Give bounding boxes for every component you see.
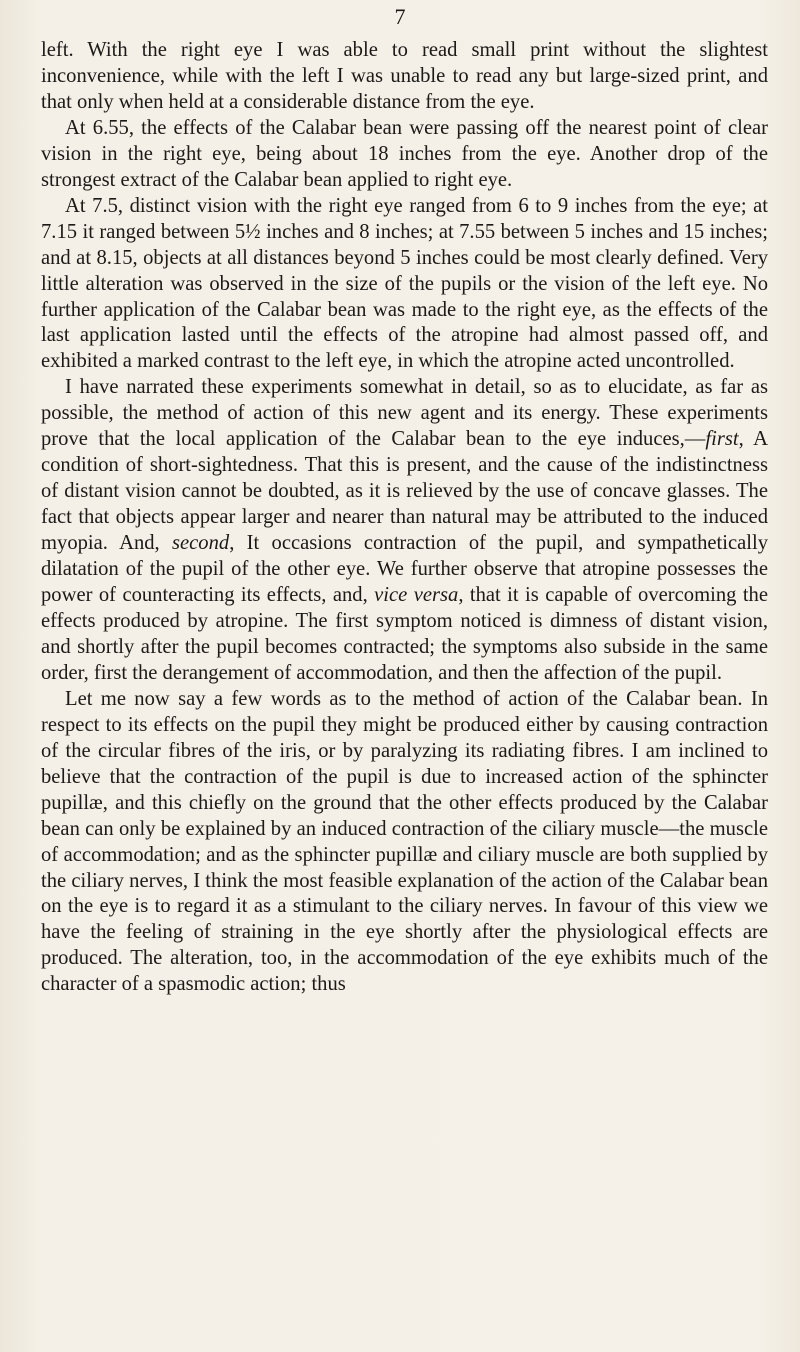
paragraph-experiments-summary: I have narrated these experiments somewhat in detail, so as to elucidate, as far as possible, the method of action of this new agent and its energy. These experiments prove that the local application of the Calabar bean to the eye induces,—first, A condition of short-sightedness. That this is present, and the cause of the indistinctness of distant vision cannot be doubted, as it is relieved by the use of concave glasses. The fact that objects appear larger and nearer than natural may be attributed to the induced myopia. And, second, It occasions contraction of the pupil, and sympathetically dilatation of the pupil of the other eye. We further observe that atropine possesses the power of counteracting its effects, and, vice versa, that it is capable of overcoming the effects produced by atropine. The first symptom noticed is dimness of distant vision, and shortly after the pupil becomes contracted; the symptoms also subside in the same order, first the derangement of accommodation, and then the affection of the pupil. (41, 376, 768, 684)
emphasis-second: second (172, 532, 230, 555)
page-number: 7 (394, 4, 406, 29)
paragraph-method-of-action: Let me now say a few words as to the method of action of the Calabar bean. In respect to its effects on the pupil they might be produced either by causing contraction of the circular fibres of the iris, or by paralyzing its radiating fibres. I am inclined to believe that the contraction of the pupil is due to increased action of the sphincter pupillæ, and this chiefly on the ground that the other effects produced by the Calabar bean can only be explained by an induced contraction of the ciliary muscle—the muscle of accommodation; and as the sphincter pupillæ and ciliary muscle are both supplied by the ciliary nerves, I think the most feasible explanation of the action of the Calabar bean on the eye is to regard it as a stimulant to the ciliary nerves. In favour of this view we have the feeling of straining in the eye shortly after the physiological effects are produced. The alteration, too, in the accommodation of the eye exhibits much of the character of a spasmodic action; thus (41, 687, 768, 996)
emphasis-first: first (705, 428, 739, 451)
paragraph-calabar-655: At 6.55, the effects of the Calabar bean were passing off the nearest point of clear vision in the right eye, being about 18 inches from the eye. Another drop of the strongest extract of the Calabar bean applied to right eye. (41, 116, 768, 191)
paragraph-distinct-vision: At 7.5, distinct vision with the right eye ranged from 6 to 9 inches from the eye; at 7.15 it ranged between 5½ inches and 8 inches; at 7.55 between 5 inches and 15 inches; and at 8.15, objects at all distances beyond 5 inches could be most clearly defined. Very little alteration was observed in the size of the pupils or the vision of the left eye. No further application of the Calabar bean was made to the right eye, as the effects of the last application lasted until the effects of the atropine had almost passed off, and exhibited a marked contrast to the left eye, in which the atropine acted uncontrolled. (41, 194, 768, 373)
paragraph-continuation: left. With the right eye I was able to read small print without the slightest inconvenience, while with the left I was unable to read any but large-sized print, and that only when held at a considerable distance from the eye. (41, 39, 768, 113)
emphasis-vice-versa: vice versa (374, 584, 459, 607)
body-text (41, 38, 768, 998)
